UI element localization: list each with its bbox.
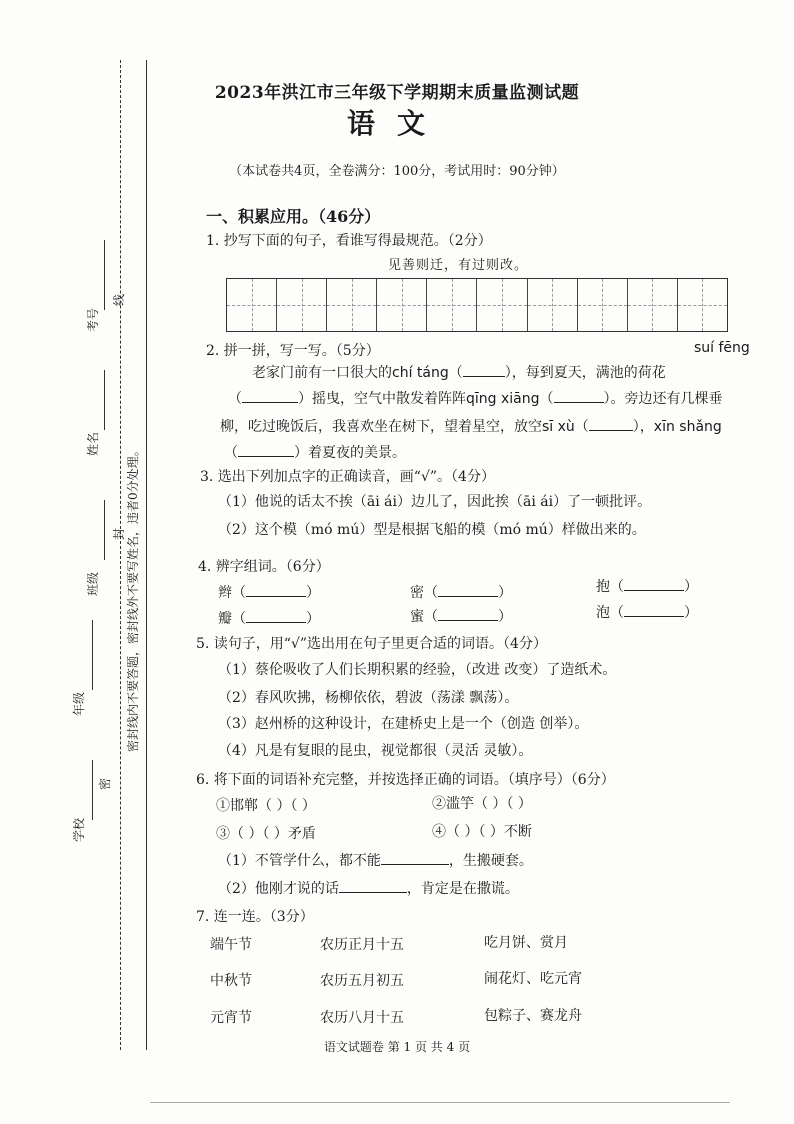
answer-blank[interactable] (463, 376, 505, 377)
q5-item-3[interactable]: （3）赵州桥的这种设计，在建桥史上是一个（创造 创举）。 (218, 716, 589, 732)
q4-char: 瓣 (218, 611, 232, 627)
grid-cell[interactable] (327, 279, 377, 331)
festival-custom[interactable]: 闹花灯、吃元宵 (484, 971, 582, 987)
q4-char: 泡 (596, 605, 610, 621)
q5-item-1[interactable]: （1）蔡伦吸收了人们长期积累的经验，（改进 改变）了造纸术。 (218, 662, 617, 678)
q4-item[interactable]: 蜜（ ） (410, 609, 512, 625)
answer-blank[interactable] (624, 616, 684, 617)
q2-text: 柳，吃过晚饭后，我喜欢坐在树下，望着星空，放空 (220, 419, 542, 435)
q6-sentence-2 (218, 878, 519, 898)
answer-blank[interactable] (242, 402, 298, 403)
q6-word-2[interactable]: ②滥竽（ ）（ ） (432, 796, 532, 812)
name-field[interactable] (104, 370, 105, 430)
grade-label: 年级 (72, 691, 86, 716)
festival-date[interactable]: 农历八月十五 (320, 1010, 404, 1026)
pinyin: qīng xiāng (466, 391, 540, 407)
grid-cell[interactable] (377, 279, 427, 331)
section-title: 一、积累应用。（46分） (206, 207, 381, 226)
festival-name[interactable]: 元宵节 (210, 1010, 252, 1026)
q2-line4: （ ）着夏夜的美景。 (224, 445, 406, 461)
q5-prompt: 5. 读句子，用“√”选出用在句子里更合适的词语。（4分） (196, 636, 547, 652)
exam-title: 2023年洪江市三年级下学期期末质量监测试题 (214, 83, 580, 103)
name-label: 姓名 (86, 431, 100, 456)
answer-blank[interactable] (554, 402, 604, 403)
seal-char-xian: 线 (112, 293, 126, 306)
q2-text: ，每到夏天，满池的荷花 (511, 365, 666, 381)
grid-cell[interactable] (227, 279, 277, 331)
seal-char-feng: 封 (112, 527, 126, 540)
q4-char: 密 (410, 585, 424, 601)
answer-blank[interactable] (381, 864, 449, 865)
grid-cell[interactable] (678, 279, 727, 331)
q3-prompt: 3. 选出下列加点字的正确读音，画“√”。（4分） (200, 469, 495, 485)
q6-word-4[interactable]: ④（ ）（ ）不断 (432, 824, 532, 840)
q2-line1: 老家门前有一口很大的chí táng（ ），每到夏天，满池的荷花 (252, 365, 666, 381)
q6-sentence-1 (218, 850, 533, 870)
festival-date[interactable]: 农历五月初五 (320, 973, 404, 989)
answer-blank[interactable] (624, 590, 684, 591)
answer-blank[interactable] (438, 596, 498, 597)
writing-grid[interactable] (226, 278, 728, 332)
q2-line2: （ ）摇曳，空气中散发着阵阵qīng xiāng（ ）。旁边还有几棵垂 (228, 391, 723, 407)
pinyin: suí fēng (694, 340, 750, 356)
class-field[interactable] (104, 500, 105, 560)
exam-note: （本试卷共4页，全卷满分：100分，考试用时：90分钟） (229, 164, 565, 179)
grid-cell[interactable] (578, 279, 628, 331)
q2-text: 着夏夜的美景。 (308, 445, 406, 461)
q4-item[interactable]: 密（ ） (410, 585, 512, 601)
seal-warning: 密封线内不要答题，密封线外不要写姓名，违者0分处理。 (126, 444, 140, 752)
q6-text: （2）他刚才说的话 (218, 881, 339, 897)
pinyin: chí táng (392, 365, 449, 381)
answer-blank[interactable] (589, 430, 633, 431)
festival-name[interactable]: 端午节 (210, 937, 252, 953)
q5-item-4[interactable]: （4）凡是有复眼的昆虫，视觉都很（灵活 灵敏）。 (218, 743, 533, 759)
festival-name[interactable]: 中秋节 (210, 973, 252, 989)
page-footer: 语文试题卷 第 1 页 共 4 页 (323, 1040, 471, 1054)
q2-text: 老家门前有一口很大的 (252, 365, 392, 381)
q1-sentence: 见善则迁，有过则改。 (388, 258, 529, 273)
q1-prompt: 1. 抄写下面的句子，看谁写得最规范。（2分） (206, 233, 492, 249)
q6-text: （1）不管学什么，都不能 (218, 853, 381, 869)
answer-blank[interactable] (246, 622, 306, 623)
grid-cell[interactable] (628, 279, 678, 331)
grid-cell[interactable] (427, 279, 477, 331)
festival-custom[interactable]: 吃月饼、赏月 (484, 935, 568, 951)
school-label: 学校 (72, 817, 86, 842)
pinyin: sī xù (542, 419, 575, 435)
q6-word-3[interactable]: ③（ ）（ ）矛盾 (216, 826, 316, 842)
q6-prompt: 6. 将下面的词语补充完整，并按选择正确的词语。（填序号）（6分） (196, 772, 615, 788)
q4-item[interactable]: 瓣（ ） (218, 611, 320, 627)
answer-blank[interactable] (246, 596, 306, 597)
q2-prompt: 2. 拼一拼，写一写。（5分） (206, 343, 380, 359)
class-label: 班级 (86, 571, 100, 596)
grid-cell[interactable] (528, 279, 578, 331)
q3-item-1[interactable]: （1）他说的话太不挨（āi ái）边儿了，因此挨（āi ái）了一顿批评。 (218, 494, 652, 510)
q2-text: 。旁边还有几棵垂 (610, 391, 723, 407)
school-field[interactable] (92, 760, 93, 820)
q4-prompt: 4. 辨字组词。（6分） (198, 559, 330, 575)
q6-text: ，肯定是在撒谎。 (406, 881, 519, 897)
grid-cell[interactable] (277, 279, 327, 331)
answer-blank[interactable] (438, 620, 498, 621)
festival-date[interactable]: 农历正月十五 (320, 937, 404, 953)
q4-char: 抱 (596, 579, 610, 595)
answer-blank[interactable] (238, 456, 294, 457)
q4-item[interactable]: 抱（ ） (596, 579, 698, 595)
q5-item-2[interactable]: （2）春风吹拂，杨柳依依，碧波（荡漾 飘荡）。 (218, 690, 519, 706)
seal-line-dashed (120, 60, 121, 1050)
q2-line3: 柳，吃过晚饭后，我喜欢坐在树下，望着星空，放空sī xù（ ），xīn shǎng (220, 419, 722, 435)
q4-char: 辫 (218, 585, 232, 601)
q4-char: 蜜 (410, 609, 424, 625)
q4-item[interactable]: 泡（ ） (596, 605, 698, 621)
q2-text: 摇曳，空气中散发着阵阵 (312, 391, 466, 407)
seal-char-mi: 密 (98, 777, 112, 790)
q6-text: ，生搬硬套。 (448, 853, 533, 869)
festival-custom[interactable]: 包粽子、赛龙舟 (484, 1008, 582, 1024)
pinyin: xīn shǎng (653, 419, 722, 435)
q4-item[interactable]: 辫（ ） (218, 585, 320, 601)
grade-field[interactable] (92, 620, 93, 690)
q3-item-2[interactable]: （2）这个模（mó mú）型是根据飞船的模（mó mú）样做出来的。 (218, 522, 646, 538)
kaohao-field[interactable] (104, 240, 105, 310)
q6-word-1[interactable]: ①邯郸（ ）（ ） (216, 798, 316, 814)
answer-blank[interactable] (339, 892, 407, 893)
kaohao-label: 考号 (86, 307, 100, 332)
seal-line-solid (146, 60, 147, 1050)
exam-subject: 语文 (346, 107, 447, 140)
grid-cell[interactable] (477, 279, 527, 331)
bottom-divider (150, 1102, 730, 1103)
q7-prompt: 7. 连一连。（3分） (196, 909, 314, 925)
